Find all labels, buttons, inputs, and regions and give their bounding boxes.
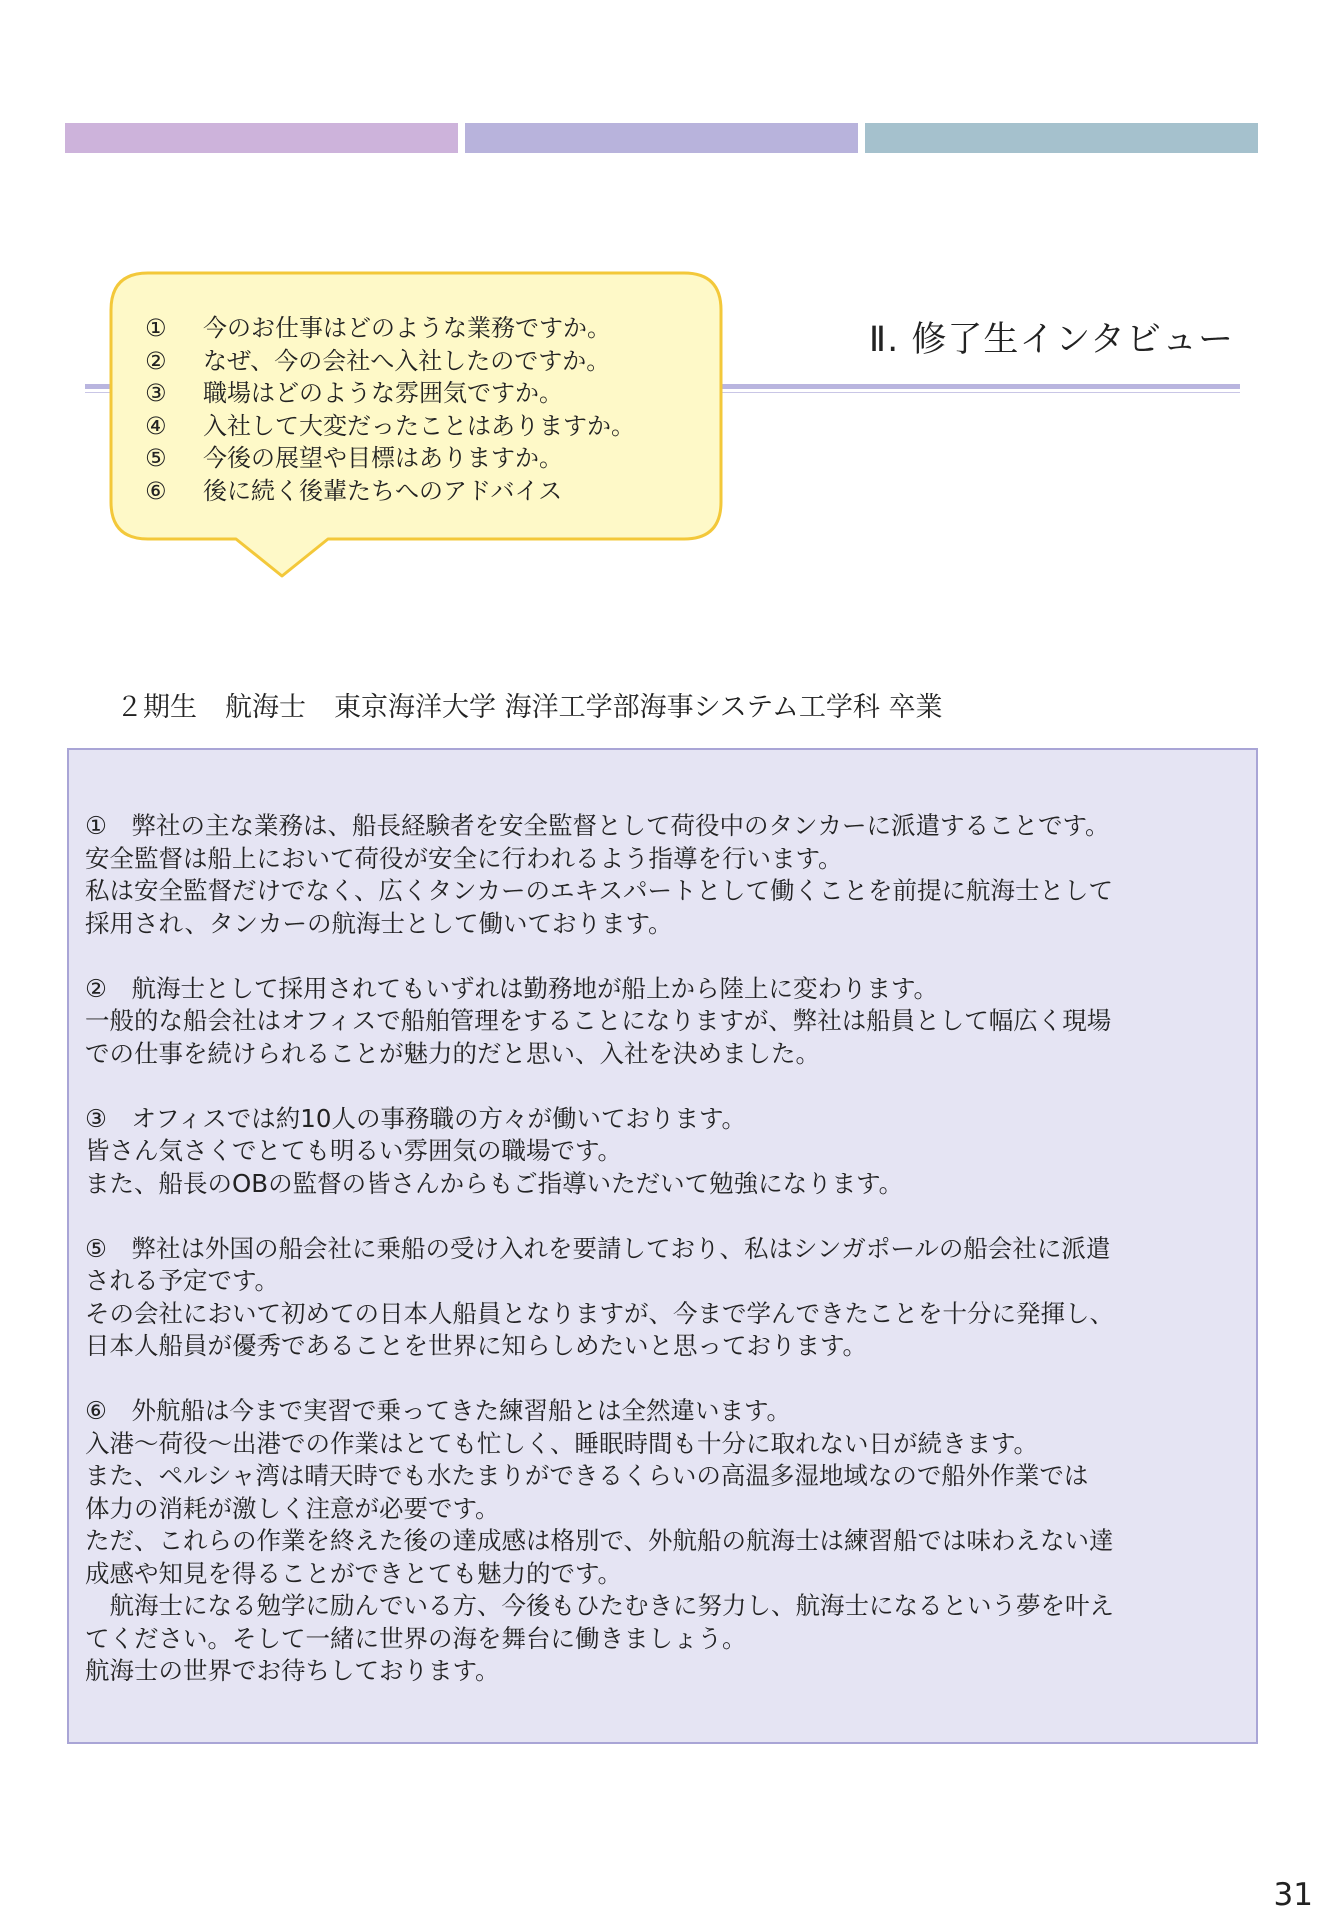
answer-line: ③ オフィスでは約10人の事務職の方々が働いております。 (85, 1103, 746, 1133)
answer-paragraph (85, 810, 1230, 940)
answer-line: 入港～荷役～出港での作業はとても忙しく、睡眠時間も十分に取れない日が続きます。 (85, 1428, 1039, 1458)
question-list (145, 312, 635, 507)
answer-line: その会社において初めての日本人船員となりますが、今まで学んできたことを十分に発揮し、 (85, 1298, 1114, 1328)
answer-line: 皆さん気さくでとても明るい雰囲気の職場です。 (85, 1136, 623, 1165)
answer-line: ① 弊社の主な業務は、船長経験者を安全監督として荷役中のタンカーに派遣することです。 (85, 811, 1110, 840)
answer-line: ② 航海士として採用されてもいずれは勤務地が船上から陸上に変わります。 (85, 973, 939, 1003)
question-number: ⑤ (145, 444, 167, 472)
question-item (145, 312, 635, 345)
question-item (145, 345, 635, 378)
answer-line: ただ、これらの作業を終えた後の達成感は格別で、外航船の航海士は練習船では味わえない達 (85, 1526, 1114, 1555)
answer-line: 航海士になる勉学に励んでいる方、今後もひたむきに努力し、航海士になるという夢を叶え (85, 1591, 1114, 1620)
section-title: Ⅱ. 修了生インタビュー (868, 320, 1234, 360)
answer-line: てください。そして一緒に世界の海を舞台に働きましょう。 (85, 1623, 747, 1653)
answer-line: 一般的な船会社はオフィスで船舶管理をすることになりますが、弊社は船員として幅広く現場 (85, 1006, 1112, 1035)
question-text: 今後の展望や目標はありますか。 (203, 444, 563, 472)
question-text: 入社して大変だったことはありますか。 (203, 411, 635, 440)
question-text: なぜ、今の会社へ入社したのですか。 (203, 346, 611, 375)
question-text: 後に続く後輩たちへのアドバイス (203, 476, 563, 505)
question-number: ⑥ (145, 476, 167, 505)
answer-line: また、船長のOBの監督の皆さんからもご指導いただいて勉強になります。 (85, 1168, 904, 1198)
answer-line: 体力の消耗が激しく注意が必要です。 (85, 1493, 500, 1523)
answer-line: での仕事を続けられることが魅力的だと思い、入社を決めました。 (85, 1038, 820, 1068)
answer-line: ⑤ 弊社は外国の船会社に乗船の受け入れを要請しており、私はシンガポールの船会社に派遣 (85, 1233, 1111, 1263)
page-number: 31 (1273, 1877, 1313, 1913)
question-number: ② (145, 346, 167, 375)
answer-paragraph (85, 1395, 1230, 1688)
question-text: 今のお仕事はどのような業務ですか。 (203, 314, 611, 342)
question-number: ① (145, 314, 167, 342)
question-number: ③ (145, 379, 167, 407)
answer-line: 私は安全監督だけでなく、広くタンカーのエキスパートとして働くことを前提に航海士として (85, 876, 1114, 905)
question-item (145, 475, 635, 508)
graduate-role: 航海士 (225, 692, 306, 723)
answer-line: 日本人船員が優秀であることを世界に知らしめたいと思っております。 (85, 1331, 868, 1360)
answer-line: 成感や知見を得ることができとても魅力的です。 (85, 1558, 623, 1588)
answer-line: 航海士の世界でお待ちしております。 (85, 1656, 500, 1685)
answers (85, 810, 1230, 1720)
answer-paragraph (85, 1233, 1230, 1363)
graduate-profile (116, 685, 942, 724)
graduate-school: 東京海洋大学 海洋工学部海事システム工学科 卒業 (334, 692, 943, 723)
answer-line: また、ペルシャ湾は晴天時でも水たまりができるくらいの高温多湿地域なので船外作業では (85, 1461, 1089, 1490)
graduate-generation: ２期生 (116, 692, 197, 723)
question-text: 職場はどのような雰囲気ですか。 (203, 379, 563, 407)
answer-line: ⑥ 外航船は今まで実習で乗ってきた練習船とは全然違います。 (85, 1396, 792, 1425)
answer-line: 採用され、タンカーの航海士として働いております。 (85, 908, 673, 938)
answer-paragraph (85, 1103, 1230, 1201)
header-bar-blue (865, 123, 1258, 153)
header-bar-lavender (465, 123, 858, 153)
question-number: ④ (145, 411, 167, 440)
answer-paragraph (85, 973, 1230, 1071)
question-item (145, 377, 635, 410)
question-item (145, 442, 635, 475)
answer-line: される予定です。 (85, 1266, 280, 1295)
answer-line: 安全監督は船上において荷役が安全に行われるよう指導を行います。 (85, 843, 843, 873)
question-item (145, 410, 635, 443)
header-bar-purple (65, 123, 458, 153)
